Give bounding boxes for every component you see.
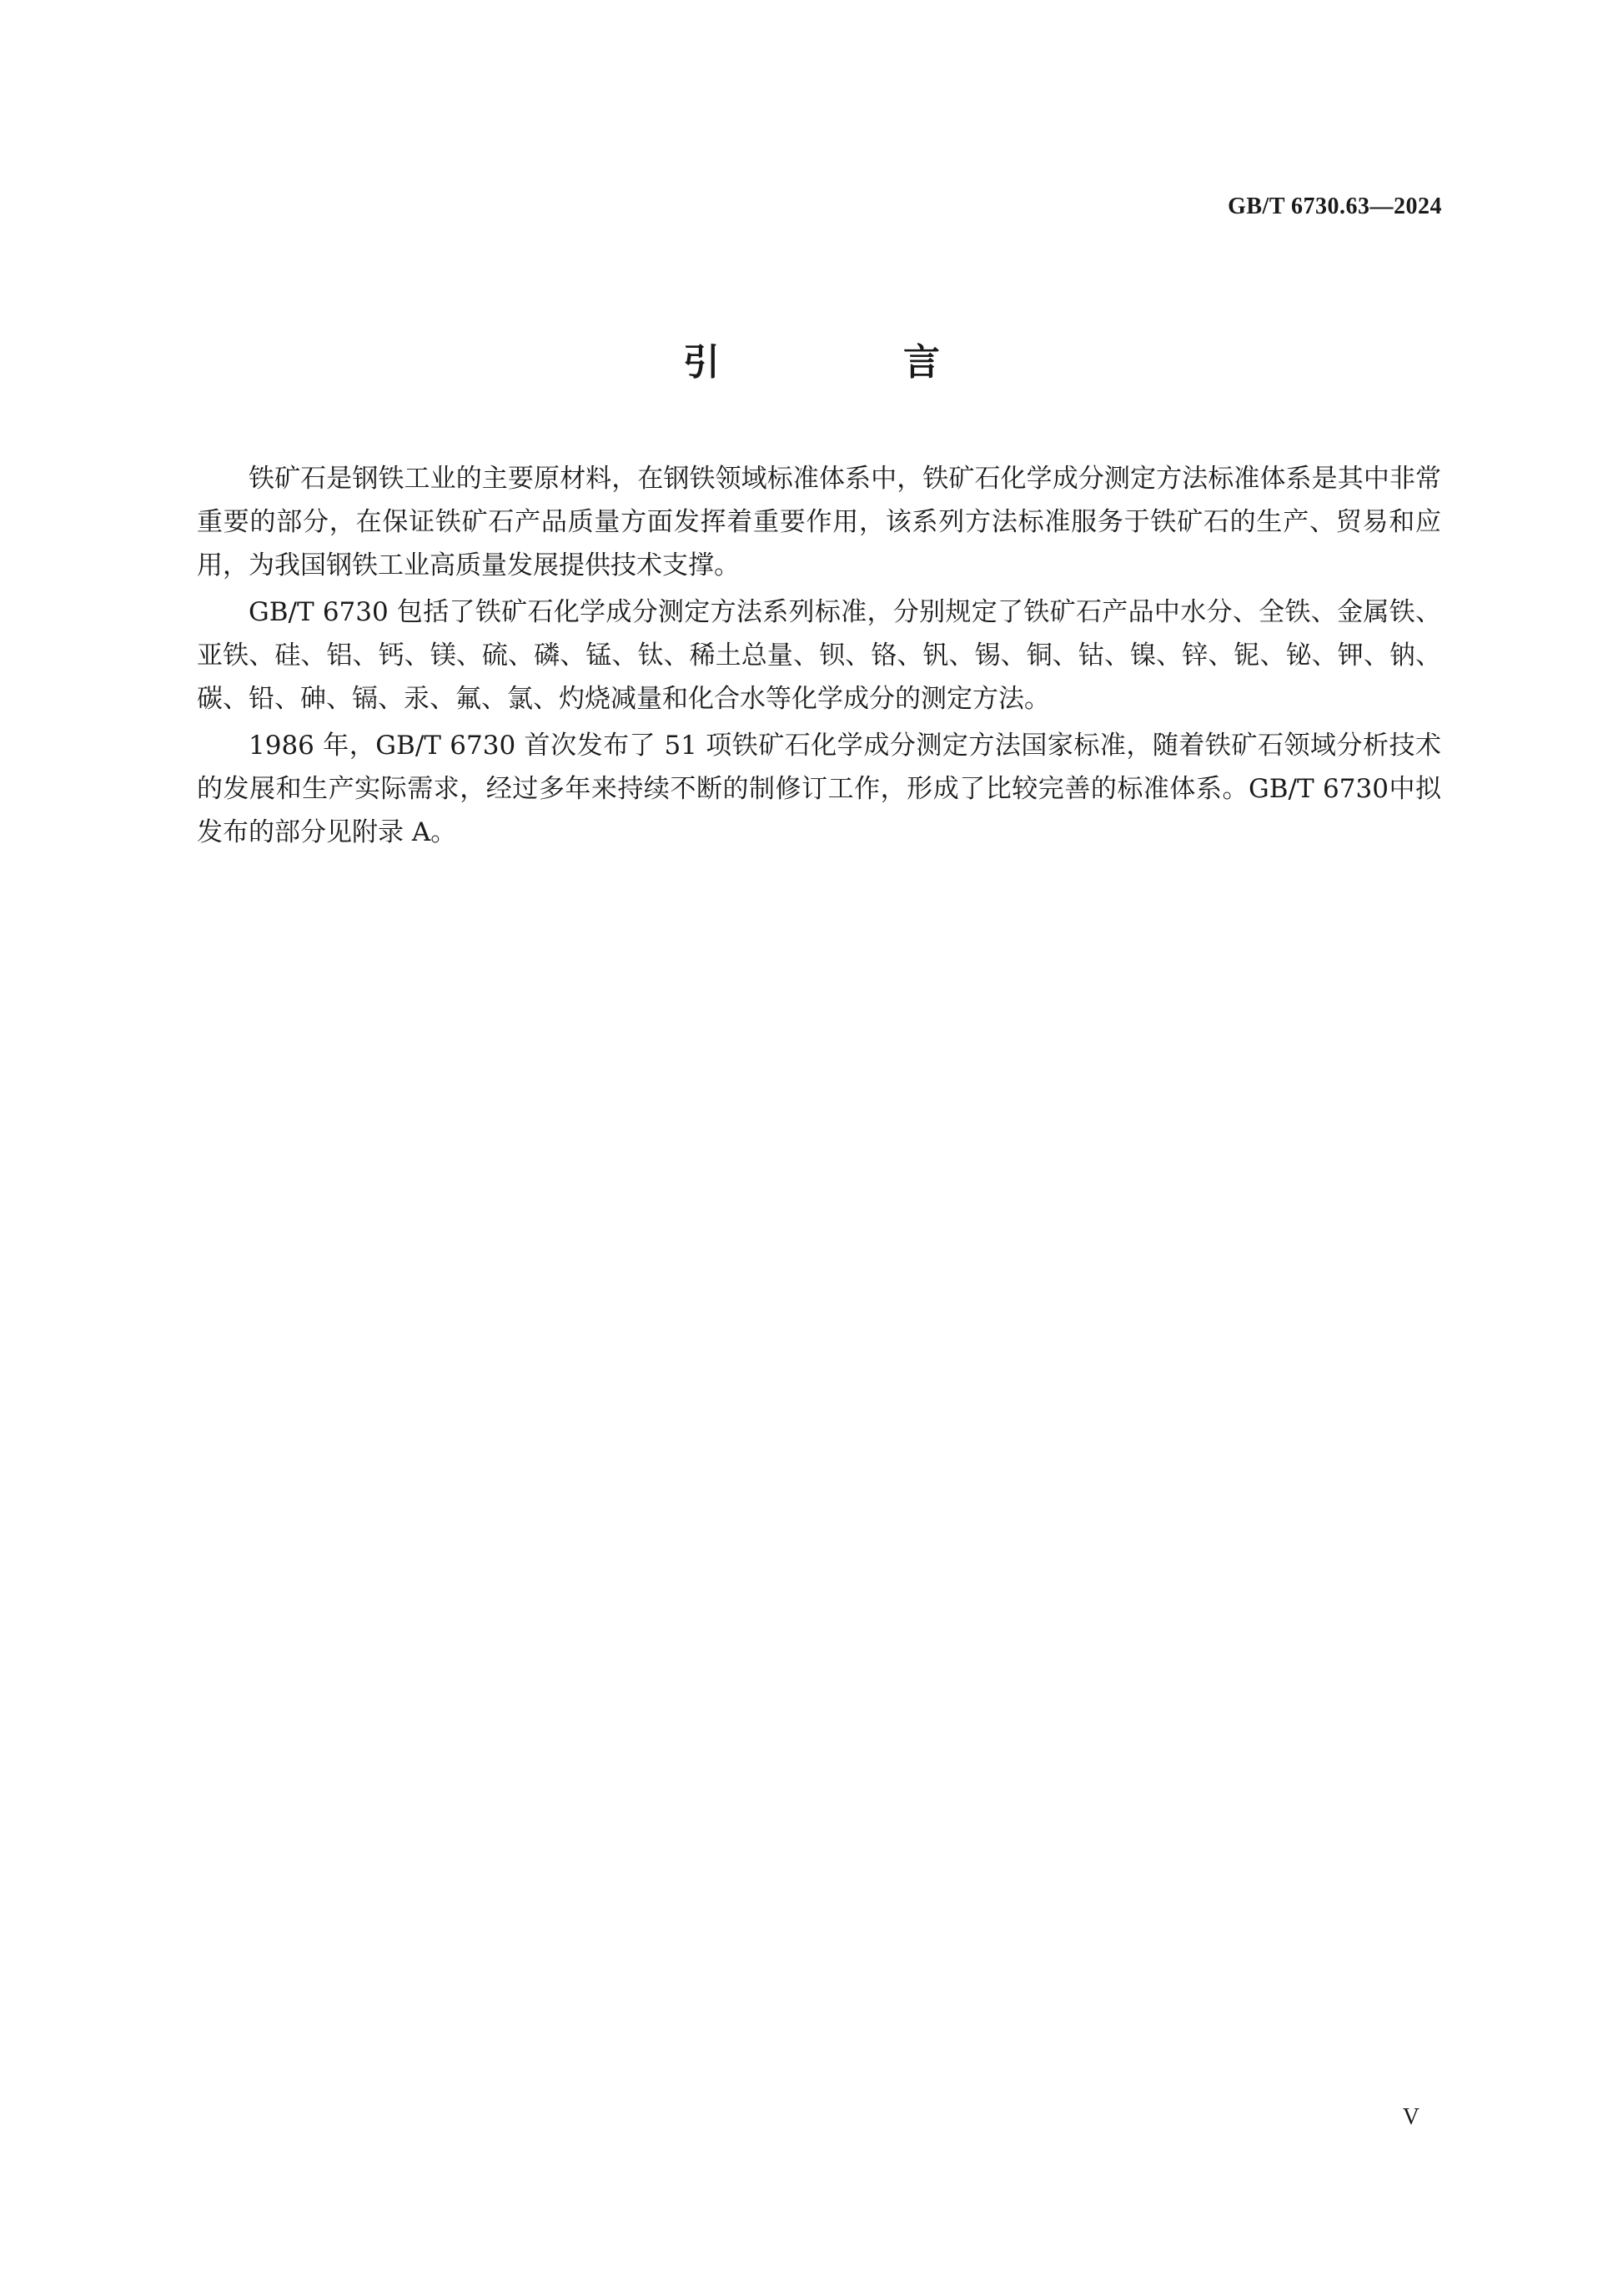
paragraph-3: 1986 年，GB/T 6730 首次发布了 51 项铁矿石化学成分测定方法国家标准，随着铁矿石领域分析技术的发展和生产实际需求，经过多年来持续不断的制修订工作，形成了比较完善的标准体系。GB/T 6730中拟发布的部分见附录 A。 (197, 731, 1441, 847)
page-title: 引 言 (683, 341, 1013, 384)
paragraph-2: GB/T 6730 包括了铁矿石化学成分测定方法系列标准，分别规定了铁矿石产品中水分、全铁、金属铁、亚铁、硅、铝、钙、镁、硫、磷、锰、钛、稀土总量、钡、铬、钒、锡、铜、钴、镍、锌、铌、铋、钾、钠、碳、铅、砷、镉、汞、氟、氯、灼烧减量和化合水等化学成分的测定方法。 (197, 597, 1441, 714)
page-number: V (1402, 2104, 1419, 2130)
introduction-body (197, 457, 1441, 857)
paragraph-1: 铁矿石是钢铁工业的主要原材料，在钢铁领域标准体系中，铁矿石化学成分测定方法标准体系是其中非常重要的部分，在保证铁矿石产品质量方面发挥着重要作用，该系列方法标准服务于铁矿石的生产、贸易和应用，为我国钢铁工业高质量发展提供技术支撑。 (197, 464, 1441, 580)
standard-code: GB/T 6730.63—2024 (1228, 193, 1442, 219)
